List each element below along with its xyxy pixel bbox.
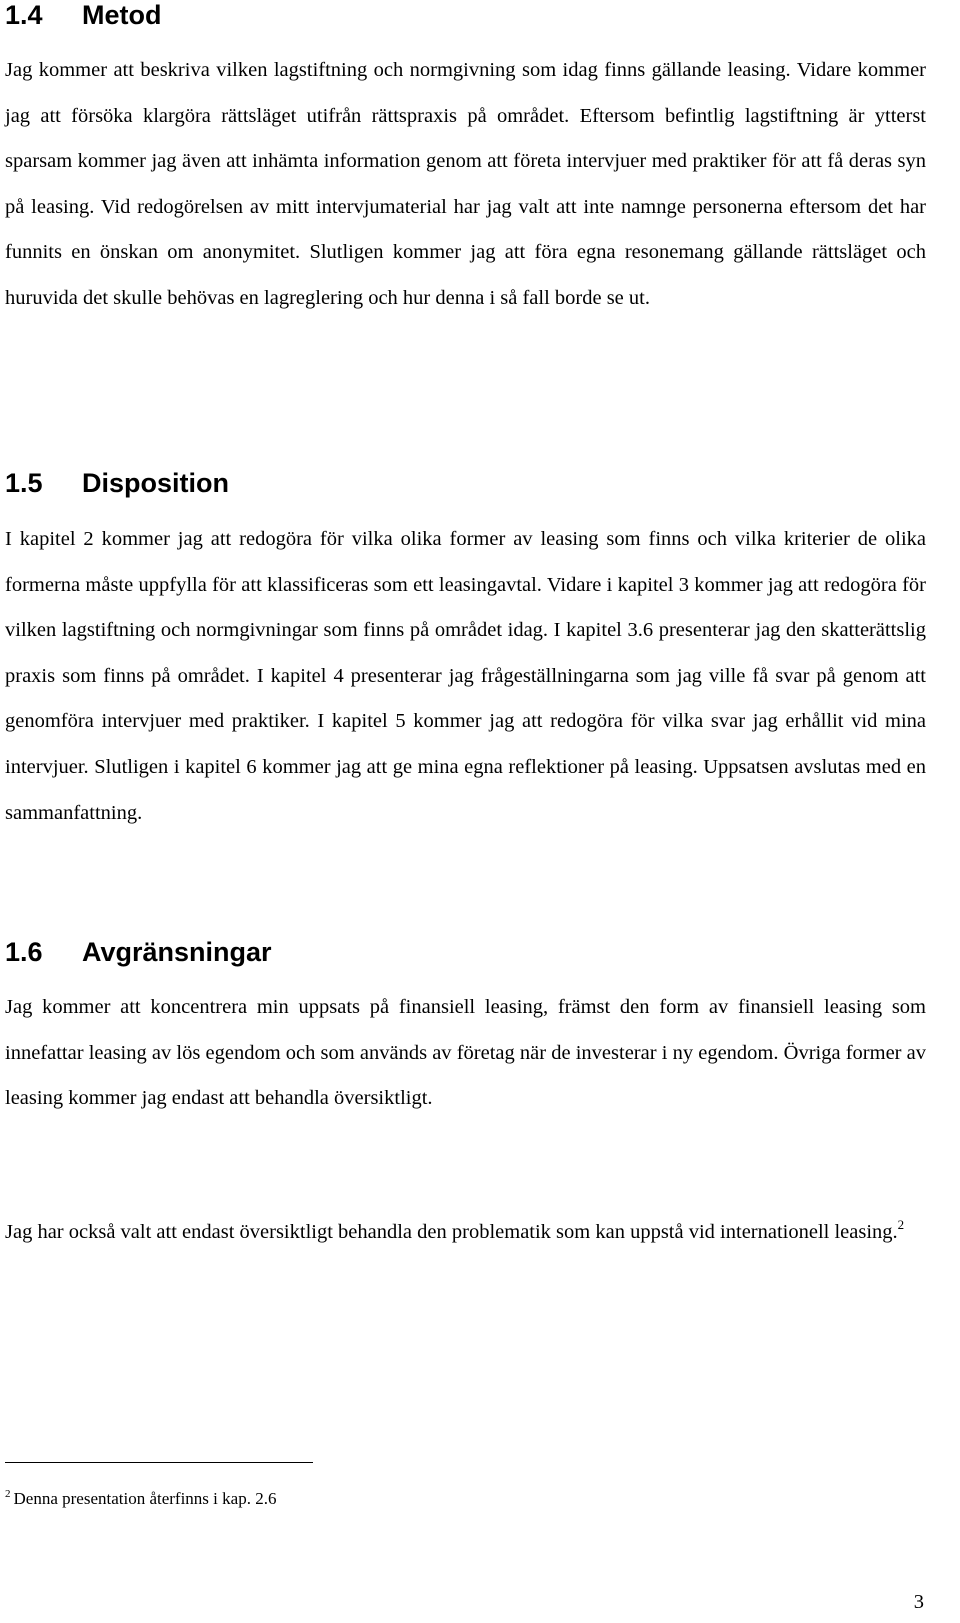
- paragraph-text: Jag har också valt att endast översiktligt behandla den problematik som kan uppstå vid internationell leasing.: [5, 1221, 898, 1243]
- footnote-text: Denna presentation återfinns i kap. 2.6: [13, 1489, 277, 1508]
- body-paragraph: I kapitel 2 kommer jag att redogöra för vilka olika former av leasing som finns och vilka kriterier de olika formerna måste uppfylla för att klassificeras som ett leasingavtal. Vidare i kapitel 3 kommer jag att redogöra för vilken lagstiftning och normgivningar som finns på området idag. I kapitel 3.6 presenterar jag den skatterättslig praxis som finns på området. I kapitel 4 presenterar jag frågeställningarna som jag ville få svar på genom att genomföra intervjuer med praktiker. I kapitel 5 kommer jag att redogöra för vilka svar jag erhållit vid mina intervjuer. Slutligen i kapitel 6 kommer jag att ge mina egna reflektioner på leasing. Uppsatsen avslutas med en sammanfattning.: [5, 528, 926, 824]
- section-heading-disposition: [5, 468, 229, 498]
- footnote: [5, 1489, 276, 1509]
- section-number: 1.6: [5, 937, 43, 967]
- body-paragraph: Jag kommer att beskriva vilken lagstiftning och normgivning som idag finns gällande leasing. Vidare kommer jag att försöka klargöra rättsläget utifrån rättspraxis på området. Eftersom befintlig lagstiftning är ytterst sparsam kommer jag även att inhämta information genom att företa intervjuer med praktiker för att få deras syn på leasing. Vid redogörelsen av mitt intervjumaterial har jag valt att inte namnge personerna eftersom det har funnits en önskan om anonymitet. Slutligen kommer jag att föra egna resonemang gällande rättsläget och huruvida det skulle behövas en lagreglering och hur denna i så fall borde se ut.: [5, 59, 926, 309]
- section-title: Metod: [82, 0, 162, 30]
- footnote-marker: 2: [5, 1488, 11, 1500]
- body-paragraph: Jag kommer att koncentrera min uppsats på finansiell leasing, främst den form av finansiell leasing som innefattar leasing av lös egendom och som används av företag när de investerar i ny egendom. Övriga former av leasing kommer jag endast att behandla översiktligt.: [5, 996, 926, 1110]
- section-heading-avgransningar: [5, 937, 272, 967]
- footnote-divider: [5, 1462, 313, 1463]
- section-title: Disposition: [82, 468, 229, 498]
- footnote-reference[interactable]: 2: [897, 1217, 905, 1232]
- body-paragraph: [5, 1210, 926, 1256]
- section-number: 1.5: [5, 468, 43, 498]
- section-number: 1.4: [5, 0, 43, 30]
- page-number: 3: [913, 1591, 924, 1613]
- section-heading-metod: [5, 0, 161, 30]
- section-title: Avgränsningar: [82, 937, 272, 967]
